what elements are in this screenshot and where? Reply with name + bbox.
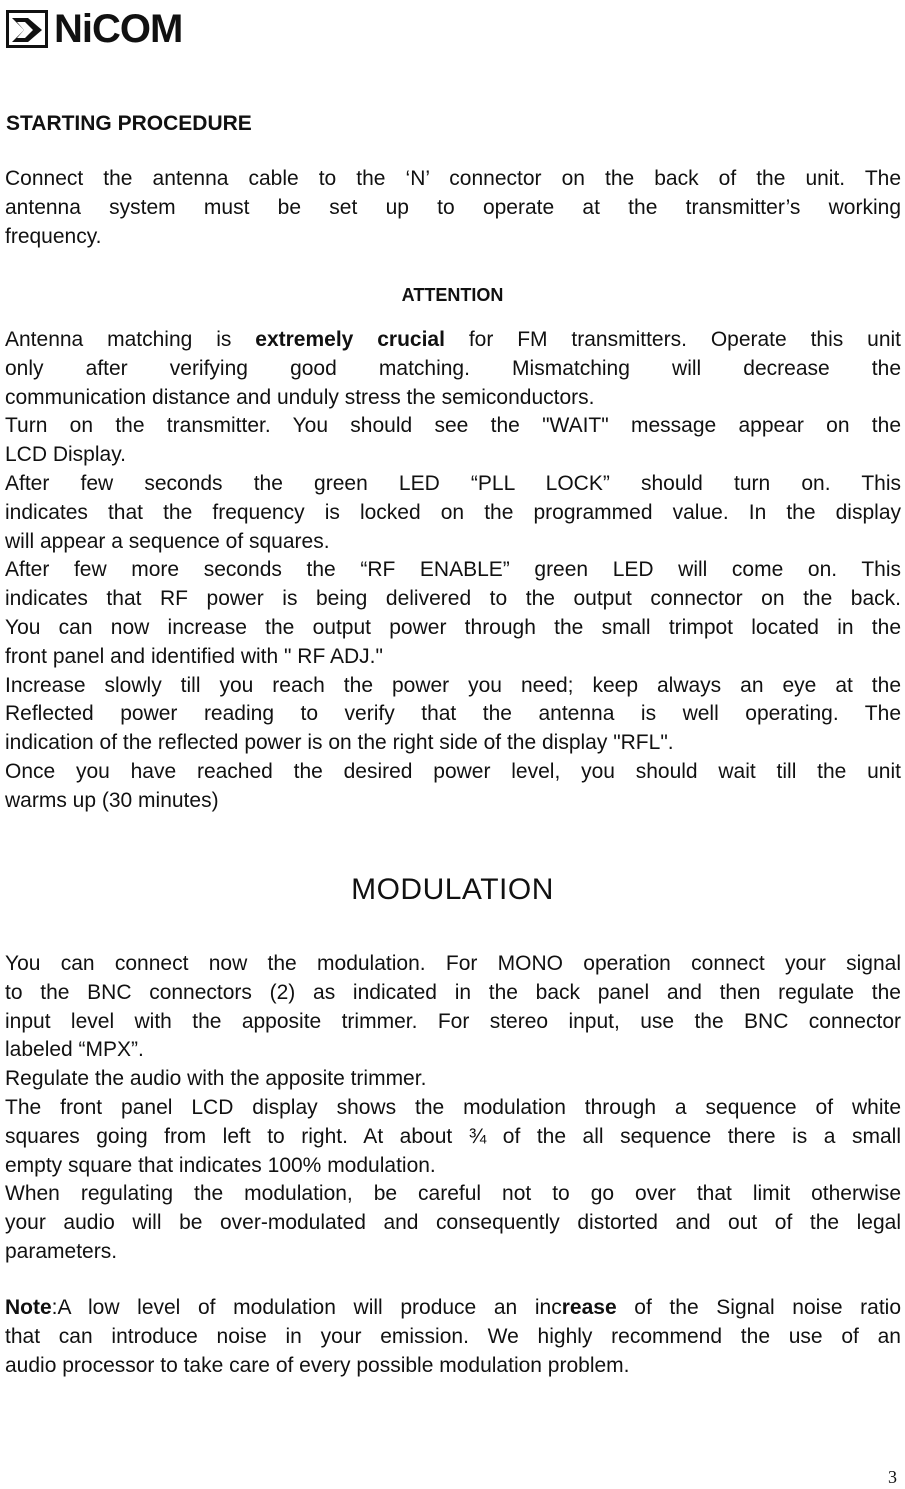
attention-heading: ATTENTION bbox=[401, 285, 504, 305]
text-line: that can introduce noise in your emission. We highly recommend the use of an bbox=[5, 1324, 901, 1348]
text-line: input level with the apposite trimmer. For stereo input, use the BNC connector bbox=[5, 1009, 901, 1033]
note-label: Note bbox=[5, 1296, 52, 1319]
text-line: You can now increase the output power through the small trimpot located in the bbox=[5, 615, 901, 639]
page-number: 3 bbox=[888, 1467, 897, 1487]
text-line: After few seconds the green LED “PLL LOCK” should turn on. This bbox=[5, 471, 901, 495]
text-line: only after verifying good matching. Mismatching will decrease the bbox=[5, 356, 901, 380]
text-line: communication distance and unduly stress the semiconductors. bbox=[5, 385, 595, 409]
text-line: empty square that indicates 100% modulation. bbox=[5, 1153, 436, 1177]
text-line: front panel and identified with " RF ADJ." bbox=[5, 644, 383, 668]
text-line: You can connect now the modulation. For MONO operation connect your signal bbox=[5, 952, 901, 975]
modulation-body bbox=[5, 950, 901, 1267]
brand-name: NiCOM bbox=[54, 7, 183, 51]
text-line: LCD Display. bbox=[5, 443, 126, 467]
text-line: Reflected power reading to verify that the antenna is well operating. The bbox=[5, 702, 901, 726]
emphasis: rease bbox=[561, 1296, 617, 1319]
text-line: When regulating the modulation, be careful not to go over that limit otherwise bbox=[5, 1182, 901, 1206]
text-line: frequency. bbox=[5, 224, 102, 248]
note-paragraph bbox=[5, 1294, 901, 1380]
text-line: indicates that the frequency is locked on the programmed value. In the display bbox=[5, 500, 901, 524]
text-line: your audio will be over-modulated and consequently distorted and out of the legal bbox=[5, 1211, 901, 1235]
text-line: Increase slowly till you reach the power you need; keep always an eye at the bbox=[5, 673, 901, 697]
text-line: Connect the antenna cable to the ‘N’ connector on the back of the unit. The bbox=[5, 167, 901, 190]
text-line: After few more seconds the “RF ENABLE” green LED will come on. This bbox=[5, 558, 901, 582]
text-line: Turn on the transmitter. You should see the "WAIT" message appear on the bbox=[5, 414, 901, 438]
text-line: The front panel LCD display shows the modulation through a sequence of white bbox=[5, 1095, 901, 1119]
text-line: antenna system must be set up to operate at the transmitter’s working bbox=[5, 195, 901, 219]
text-line: Note:A low level of modulation will produce an increase of the Signal noise ratio bbox=[5, 1296, 901, 1319]
text-line: Regulate the audio with the apposite trimmer. bbox=[5, 1067, 427, 1091]
intro-paragraph bbox=[5, 165, 901, 251]
section-title-modulation: MODULATION bbox=[351, 873, 554, 906]
nicom-logo-icon bbox=[6, 10, 48, 48]
text-line: parameters. bbox=[5, 1239, 118, 1263]
text-line: warms up (30 minutes) bbox=[5, 788, 219, 812]
text-line: will appear a sequence of squares. bbox=[5, 529, 330, 553]
text-line: squares going from left to right. At about ¾ of the all sequence there is a small bbox=[5, 1124, 901, 1148]
text-line: Once you have reached the desired power level, you should wait till the unit bbox=[5, 759, 901, 783]
text-line: audio processor to take care of every possible modulation problem. bbox=[5, 1353, 630, 1377]
text-line: to the BNC connectors (2) as indicated in the back panel and then regulate the bbox=[5, 980, 901, 1004]
text-line: indicates that RF power is being delivered to the output connector on the back. bbox=[5, 587, 901, 611]
emphasis: extremely crucial bbox=[255, 328, 445, 351]
section-heading-starting-procedure: STARTING PROCEDURE bbox=[6, 112, 252, 135]
text-line: labeled “MPX”. bbox=[5, 1038, 144, 1062]
procedure-body bbox=[5, 326, 901, 816]
text-line: indication of the reflected power is on the right side of the display "RFL". bbox=[5, 731, 674, 755]
brand-logo bbox=[6, 8, 182, 50]
text-line: Antenna matching is extremely crucial for FM transmitters. Operate this unit bbox=[5, 328, 901, 351]
